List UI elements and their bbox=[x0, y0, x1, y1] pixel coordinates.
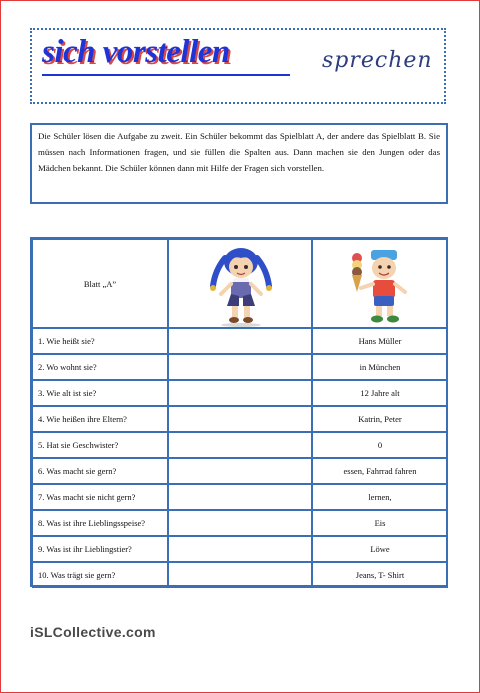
answer-text: 12 Jahre alt bbox=[360, 388, 400, 398]
question-text: 9. Was ist ihr Lieblingstier? bbox=[38, 544, 132, 554]
title-underline bbox=[42, 74, 290, 76]
question-text: 4. Wie heißen ihre Eltern? bbox=[38, 414, 127, 424]
question-text: 10. Was trägt sie gern? bbox=[38, 570, 116, 580]
instructions-text: Die Schüler lösen die Aufgabe zu zweit. Ein Schüler bekommt das Spielblatt A, der andere das Spielblatt B. Sie müssen nach Informationen fragen, und sie füllen die Spalten aus. Dann machen sie den Jungen oder das Mädchen bekannt. Die Schüler können dann mit Hilfe der Fragen sich vorstellen. bbox=[38, 131, 440, 173]
answer-text: Eis bbox=[374, 518, 386, 528]
question-text: 5. Hat sie Geschwister? bbox=[38, 440, 119, 450]
answer-text: lernen, bbox=[368, 492, 392, 502]
answer-text: essen, Fahrrad fahren bbox=[343, 466, 417, 476]
table-header-label bbox=[32, 239, 168, 328]
question-cell bbox=[32, 432, 168, 458]
question-cell bbox=[32, 328, 168, 354]
answer-text: Löwe bbox=[370, 544, 390, 554]
empty-answer-cell bbox=[168, 458, 312, 484]
girl-cartoon-icon bbox=[169, 240, 313, 329]
page-title: sich vorstellen bbox=[42, 34, 230, 70]
empty-answer-cell bbox=[168, 328, 312, 354]
question-cell bbox=[32, 562, 168, 588]
blatt-label: Blatt „A” bbox=[83, 278, 117, 289]
empty-answer-cell bbox=[168, 406, 312, 432]
question-cell bbox=[32, 510, 168, 536]
answer-cell bbox=[312, 432, 448, 458]
question-text: 7. Was macht sie nicht gern? bbox=[38, 492, 136, 502]
answer-text: Katrin, Peter bbox=[358, 414, 402, 424]
empty-answer-cell bbox=[168, 536, 312, 562]
answer-text: in München bbox=[359, 362, 401, 372]
question-cell bbox=[32, 380, 168, 406]
answer-cell bbox=[312, 380, 448, 406]
question-cell bbox=[32, 354, 168, 380]
page-subtitle: sprechen bbox=[322, 48, 433, 73]
answer-cell bbox=[312, 328, 448, 354]
answer-cell bbox=[312, 484, 448, 510]
question-text: 8. Was ist ihre Lieblingsspeise? bbox=[38, 518, 146, 528]
empty-answer-cell bbox=[168, 354, 312, 380]
question-cell bbox=[32, 484, 168, 510]
title-box bbox=[30, 28, 446, 104]
question-text: 6. Was macht sie gern? bbox=[38, 466, 117, 476]
footer-brand: iSLCollective.com bbox=[30, 624, 156, 640]
question-text: 2. Wo wohnt sie? bbox=[38, 362, 97, 372]
answer-cell bbox=[312, 406, 448, 432]
answer-cell bbox=[312, 536, 448, 562]
empty-answer-cell bbox=[168, 484, 312, 510]
answer-cell bbox=[312, 458, 448, 484]
question-cell bbox=[32, 458, 168, 484]
worksheet-table bbox=[30, 237, 448, 587]
empty-answer-cell bbox=[168, 432, 312, 458]
answer-cell bbox=[312, 510, 448, 536]
empty-answer-cell bbox=[168, 510, 312, 536]
instructions-box bbox=[30, 123, 448, 204]
answer-cell bbox=[312, 354, 448, 380]
boy-ice-cream-cartoon-icon bbox=[313, 240, 449, 329]
question-text: 1. Wie heißt sie? bbox=[38, 336, 95, 346]
question-cell bbox=[32, 406, 168, 432]
empty-answer-cell bbox=[168, 380, 312, 406]
answer-text: 0 bbox=[377, 440, 383, 450]
girl-image-cell bbox=[168, 239, 312, 328]
answer-cell bbox=[312, 562, 448, 588]
question-cell bbox=[32, 536, 168, 562]
empty-answer-cell bbox=[168, 562, 312, 588]
answer-text: Hans Müller bbox=[358, 336, 402, 346]
boy-image-cell bbox=[312, 239, 448, 328]
answer-text: Jeans, T- Shirt bbox=[355, 570, 405, 580]
question-text: 3. Wie alt ist sie? bbox=[38, 388, 97, 398]
